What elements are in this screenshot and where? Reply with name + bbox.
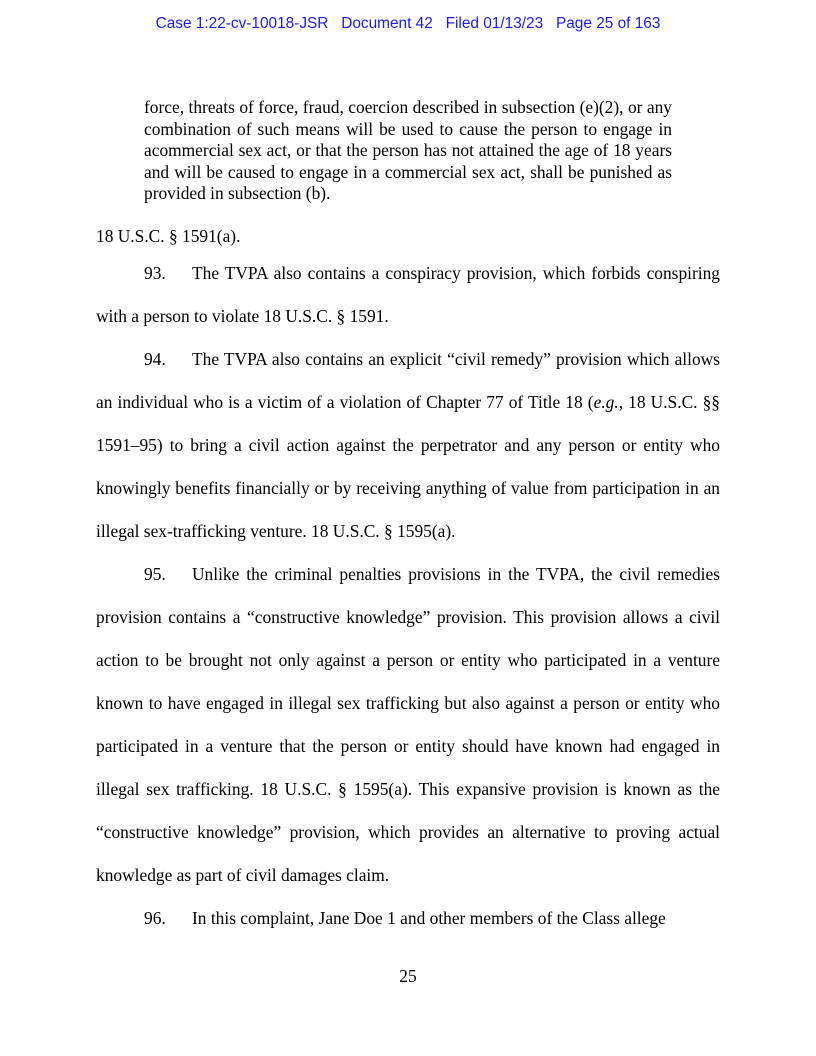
paragraph-text: In this complaint, Jane Doe 1 and other members of the Class allege — [192, 908, 666, 928]
paragraph-text-continued: , 18 U.S.C. §§ 1591–95) to bring a civil action against the perpetrator and any person or entity who knowingly benefits financially or by receiving anything of value from participation in an illegal sex-trafficking venture. 18 U.S.C. § 1595(a). — [96, 392, 721, 541]
paragraph-96 — [96, 897, 720, 940]
ecf-header — [0, 15, 816, 33]
block-quote: force, threats of force, fraud, coercion described in subsection (e)(2), or any combination of such means will be used to cause the person to engage in acommercial sex act, or that the person has not attained the age of 18 years and will be caused to engage in a commercial sex act, shall be punished as provided in subsection (b). — [144, 97, 672, 203]
paragraph-italic-text: e.g. — [593, 392, 619, 412]
quote-citation: 18 U.S.C. § 1591(a). — [96, 226, 241, 246]
paragraph-93 — [96, 252, 720, 338]
paragraph-95 — [96, 553, 720, 897]
paragraph-number: 95. — [144, 564, 166, 584]
paragraph-94 — [96, 338, 720, 553]
page-count: Page 25 of 163 — [555, 15, 661, 32]
filed-date: Filed 01/13/23 — [445, 15, 544, 32]
paragraph-number: 96. — [144, 908, 166, 928]
paragraph-text: The TVPA also contains an explicit “civil remedy” provision which allows an individual who is a victim of a violation of Chapter 77 of Title 18 ( — [96, 349, 720, 412]
paragraph-number: 93. — [144, 263, 166, 283]
paragraph-number: 94. — [144, 349, 166, 369]
paragraph-text: Unlike the criminal penalties provisions in the TVPA, the civil remedies provision contains a “constructive knowledge” provision. This provision allows a civil action to be brought not only against a person or entity who participated in a venture known to have engaged in illegal sex trafficking but also against a person or entity who participated in a venture that the person or entity should have known had engaged in illegal sex trafficking. 18 U.S.C. § 1595(a). This expansive provision is known as the “constructive knowledge” provision, which provides an alternative to proving actual knowledge as part of civil damages claim. — [96, 564, 720, 885]
paragraph-text: The TVPA also contains a conspiracy provision, which forbids conspiring with a person to violate 18 U.S.C. § 1591. — [96, 263, 720, 326]
page-number: 25 — [399, 966, 417, 986]
case-number: Case 1:22-cv-10018-JSR — [155, 15, 329, 32]
document-number: Document 42 — [341, 15, 433, 32]
